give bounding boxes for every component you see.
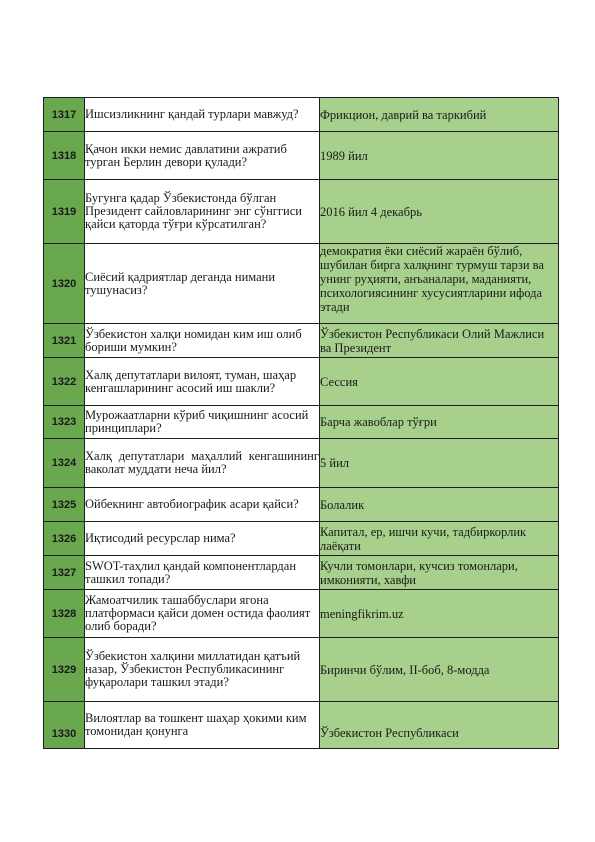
table-row [44, 180, 559, 244]
row-number: 1319 [44, 180, 85, 244]
question-cell: Бугунга қадар Ўзбекистонда бўлган Президент сайловларининг энг сўнггиси қайси қаторда тўғри кўрсатилган? [85, 180, 320, 244]
table-row [44, 244, 559, 324]
row-number: 1321 [44, 324, 85, 358]
answer-cell: Барча жавоблар тўғри [320, 406, 559, 439]
question-cell: Халқ депутатлари маҳаллий кенгашининг ваколат муддати неча йил? [85, 439, 320, 488]
table-row [44, 488, 559, 522]
answer-cell: Сессия [320, 358, 559, 406]
question-cell: SWOT-таҳлил қандай компонентлардан ташкил топади? [85, 556, 320, 590]
table-row [44, 406, 559, 439]
table-row [44, 358, 559, 406]
row-number: 1326 [44, 522, 85, 556]
answer-cell: Биринчи бўлим, II-боб, 8-модда [320, 638, 559, 702]
row-number: 1330 [44, 702, 85, 749]
answer-cell: 2016 йил 4 декабрь [320, 180, 559, 244]
row-number: 1322 [44, 358, 85, 406]
question-cell: Қачон икки немис давлатини ажратиб турган Берлин девори қулади? [85, 132, 320, 180]
table-row [44, 702, 559, 749]
question-cell: Ойбекнинг автобиографик асари қайси? [85, 488, 320, 522]
answer-cell: Капитал, ер, ишчи кучи, тадбиркорлик лаёқати [320, 522, 559, 556]
row-number: 1325 [44, 488, 85, 522]
answer-cell: Фрикцион, даврий ва таркибий [320, 98, 559, 132]
answer-cell: meningfikrim.uz [320, 590, 559, 638]
table-row [44, 590, 559, 638]
row-number: 1318 [44, 132, 85, 180]
question-cell: Ўзбекистон халқини миллатидан қатъий назар, Ўзбекистон Республикасининг фуқаролари ташкил этади? [85, 638, 320, 702]
question-cell: Иқтисодий ресурслар нима? [85, 522, 320, 556]
question-cell: Сиёсий қадриятлар деганда нимани тушунасиз? [85, 244, 320, 324]
row-number: 1324 [44, 439, 85, 488]
table-row [44, 522, 559, 556]
table-row [44, 556, 559, 590]
table-row [44, 439, 559, 488]
table-row [44, 638, 559, 702]
answer-cell: 5 йил [320, 439, 559, 488]
row-number: 1317 [44, 98, 85, 132]
question-cell: Ишсизликнинг қандай турлари мавжуд? [85, 98, 320, 132]
answer-cell: Кучли томонлари, кучсиз томонлари, имконияти, хавфи [320, 556, 559, 590]
row-number: 1320 [44, 244, 85, 324]
qa-table [43, 97, 559, 749]
question-cell: Вилоятлар ва тошкент шаҳар ҳокими ким томонидан қонунга [85, 702, 320, 749]
question-cell: Халқ депутатлари вилоят, туман, шаҳар кенгашларининг асосий иш шакли? [85, 358, 320, 406]
answer-cell: Болалик [320, 488, 559, 522]
answer-cell: Ўзбекистон Республикаси Олий Мажлиси ва Президент [320, 324, 559, 358]
row-number: 1323 [44, 406, 85, 439]
answer-cell: 1989 йил [320, 132, 559, 180]
table-row [44, 98, 559, 132]
row-number: 1328 [44, 590, 85, 638]
row-number: 1327 [44, 556, 85, 590]
table-row [44, 132, 559, 180]
answer-cell: демократия ёки сиёсий жараён бўлиб, шубилан бирга халқнинг турмуш тарзи ва унинг руҳияти, анъаналари, маданияти, психологиясининг хусусиятларини ифода этади [320, 244, 559, 324]
table-row [44, 324, 559, 358]
answer-cell: Ўзбекистон Республикаси [320, 702, 559, 749]
question-cell: Мурожаатларни кўриб чиқишнинг асосий принциплари? [85, 406, 320, 439]
question-cell: Ўзбекистон халқи номидан ким иш олиб бориши мумкин? [85, 324, 320, 358]
question-cell: Жамоатчилик ташаббуслари ягона платформаси қайси домен остида фаолият олиб боради? [85, 590, 320, 638]
row-number: 1329 [44, 638, 85, 702]
